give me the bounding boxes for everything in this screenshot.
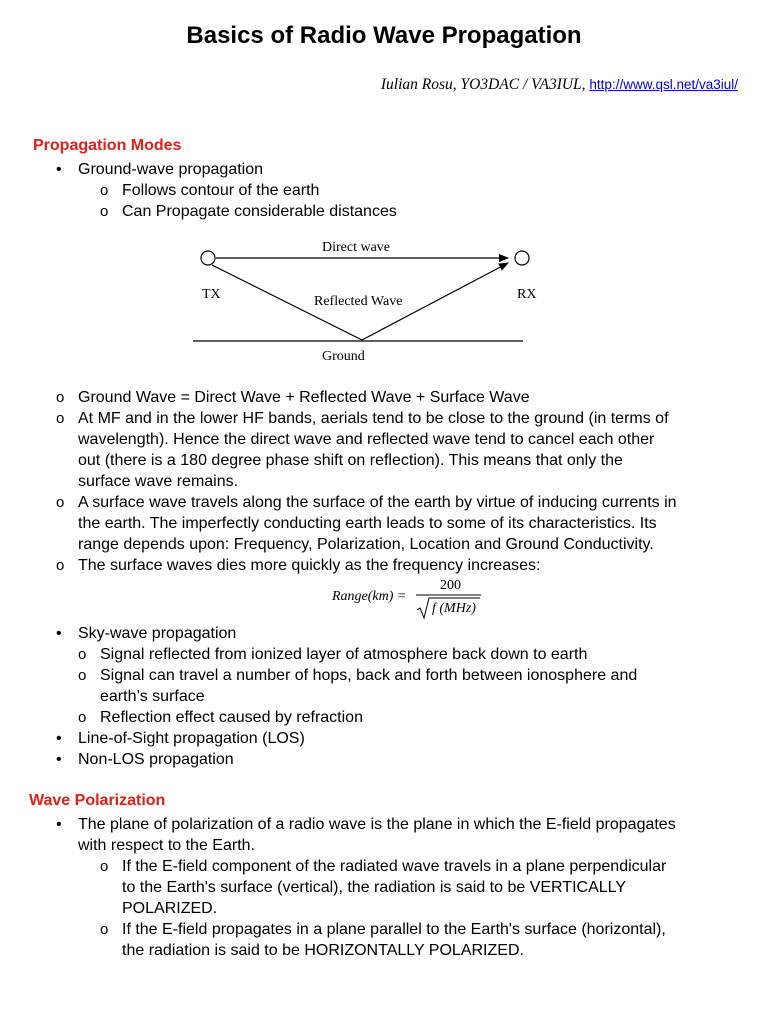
- author-text: Iulian Rosu, YO3DAC / VA3IUL,: [380, 76, 590, 93]
- byline: [381, 76, 738, 94]
- polarization-line1: The plane of polarization of a radio wave is the plane in which the E-field propagates: [78, 816, 676, 833]
- vertical-line2: to the Earth's surface (vertical), the radiation is said to be VERTICALLY: [122, 879, 627, 896]
- horizontal-line2: the radiation is said to be HORIZONTALLY POLARIZED.: [122, 942, 524, 959]
- polarization-line2: with respect to the Earth.: [78, 837, 255, 854]
- rx-antenna-icon: [515, 251, 529, 265]
- sky-item-hops-line2: earth’s surface: [100, 688, 205, 705]
- bullet-glyph: •: [56, 625, 62, 642]
- tx-antenna-icon: [201, 251, 215, 265]
- bullet-sky-wave: Sky-wave propagation: [78, 625, 237, 642]
- heading-propagation-modes: Propagation Modes: [33, 137, 182, 154]
- sub-bullet-glyph: o: [56, 557, 65, 574]
- para-frequency: The surface waves dies more quickly as the frequency increases:: [78, 557, 541, 574]
- sub-item-contour: Follows contour of the earth: [122, 182, 320, 199]
- horizontal-line1: If the E-field propagates in a plane parallel to the Earth's surface (horizontal),: [122, 921, 666, 938]
- label-direct-wave: Direct wave: [322, 240, 391, 255]
- sky-item-refraction: Reflection effect caused by refraction: [100, 709, 363, 726]
- bullet-non-los: Non-LOS propagation: [78, 751, 234, 768]
- bullet-glyph: •: [56, 751, 62, 768]
- vertical-line3: POLARIZED.: [122, 900, 218, 917]
- sub-bullet-glyph: o: [100, 203, 109, 220]
- para-surface-wave-line2: the earth. The imperfectly conducting earth leads to some of its characteristics. Its: [78, 515, 657, 532]
- sub-bullet-glyph: o: [100, 182, 109, 199]
- para-mf-hf-line1: At MF and in the lower HF bands, aerials tend to be close to the ground (in terms of: [78, 410, 669, 427]
- bullet-los: Line-of-Sight propagation (LOS): [78, 730, 305, 747]
- vertical-line1: If the E-field component of the radiated wave travels in a plane perpendicular: [122, 858, 667, 875]
- sub-bullet-glyph: o: [78, 709, 87, 726]
- para-mf-hf-line4: surface wave remains.: [78, 473, 239, 490]
- para-surface-wave-line1: A surface wave travels along the surface of the earth by virtue of inducing currents in: [78, 494, 677, 511]
- sub-bullet-glyph: o: [100, 858, 109, 875]
- formula-numerator: 200: [440, 578, 461, 593]
- label-ground: Ground: [322, 349, 365, 364]
- sub-bullet-glyph: o: [56, 410, 65, 427]
- label-tx: TX: [202, 287, 221, 302]
- propagation-diagram: [0, 230, 768, 370]
- label-rx: RX: [517, 287, 537, 302]
- range-formula: [320, 574, 490, 622]
- para-surface-wave-line3: range depends upon: Frequency, Polarization, Location and Ground Conductivity.: [78, 536, 654, 553]
- heading-wave-polarization: Wave Polarization: [29, 792, 166, 809]
- sub-bullet-glyph: o: [100, 921, 109, 938]
- para-mf-hf-line3: out (there is a 180 degree phase shift on reflection). This means that only the: [78, 452, 623, 469]
- sub-bullet-glyph: o: [56, 494, 65, 511]
- sub-bullet-glyph: o: [78, 667, 87, 684]
- para-mf-hf-line2: wavelength). Hence the direct wave and reflected wave tend to cancel each other: [78, 431, 655, 448]
- formula-denominator: f (MHz): [432, 601, 476, 616]
- bullet-glyph: •: [56, 730, 62, 747]
- para-ground-wave-equation: Ground Wave = Direct Wave + Reflected Wave + Surface Wave: [78, 389, 530, 406]
- page-title: Basics of Radio Wave Propagation: [186, 22, 582, 49]
- bullet-glyph: •: [56, 816, 62, 833]
- bullet-glyph: •: [56, 161, 62, 178]
- sky-item-hops-line1: Signal can travel a number of hops, back and forth between ionosphere and: [100, 667, 638, 684]
- sub-bullet-glyph: o: [56, 389, 65, 406]
- sky-item-reflected: Signal reflected from ionized layer of atmosphere back down to earth: [100, 646, 588, 663]
- formula-lhs: Range(km) =: [332, 589, 407, 604]
- label-reflected-wave: Reflected Wave: [314, 294, 403, 309]
- bullet-ground-wave: Ground-wave propagation: [78, 161, 264, 178]
- sub-item-distance: Can Propagate considerable distances: [122, 203, 397, 220]
- author-link[interactable]: http://www.qsl.net/va3iul/: [589, 77, 738, 92]
- sub-bullet-glyph: o: [78, 646, 87, 663]
